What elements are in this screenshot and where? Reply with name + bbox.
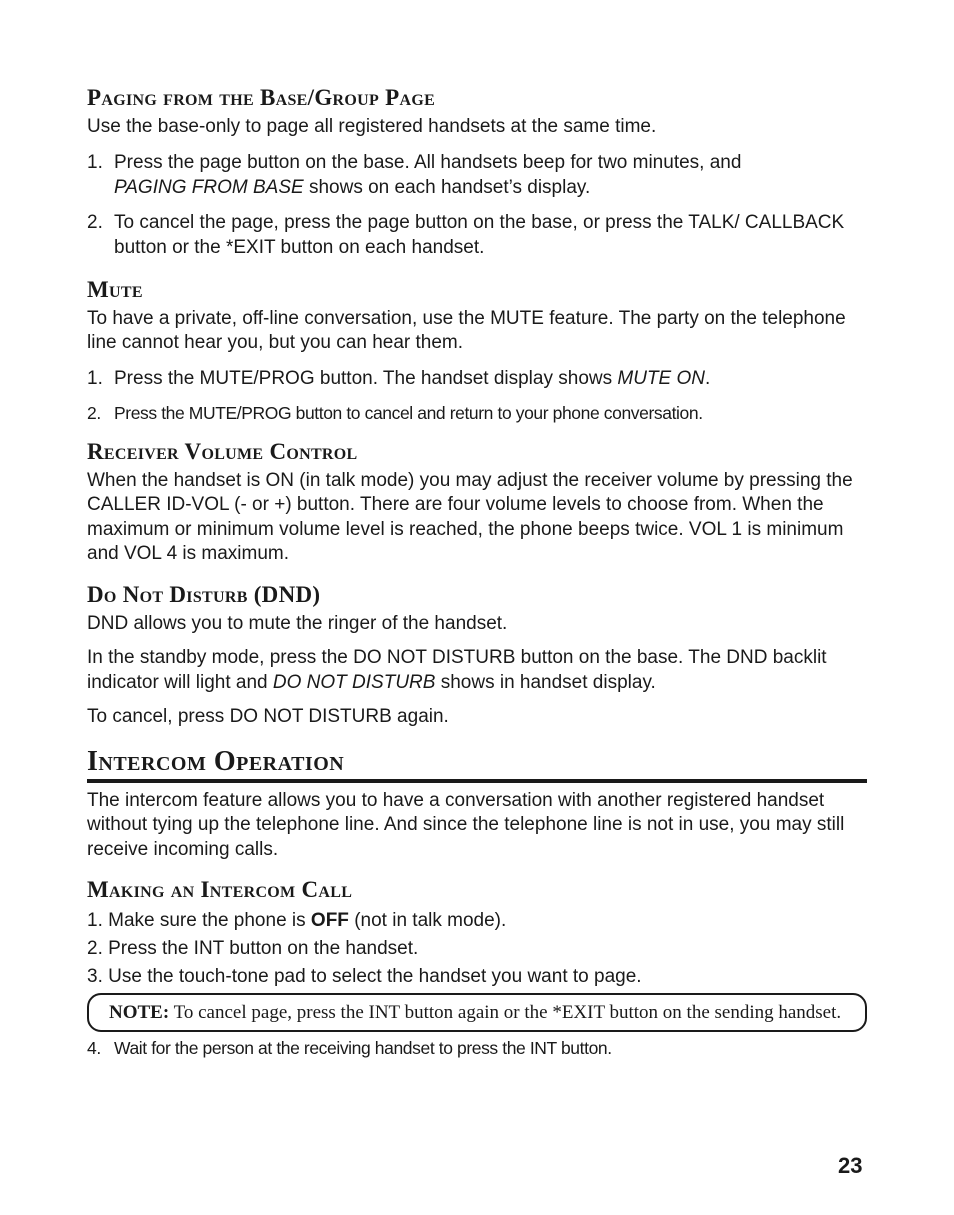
step-text — [114, 366, 867, 391]
making-call-step-3: 3. Use the touch-tone pad to select the handset you want to page. — [87, 966, 642, 987]
paging-step-1 — [87, 150, 867, 200]
paging-intro: Use the base-only to page all registered handsets at the same time. — [87, 116, 657, 137]
step-text: Wait for the person at the receiving handset to press the INT button. — [114, 1038, 612, 1058]
step-text: Press the MUTE/PROG button to cancel and return to your phone conversation. — [114, 402, 703, 423]
step-text-c: (not in talk mode). — [348, 910, 507, 931]
step-number: 4. — [87, 1038, 101, 1058]
step-text-b: . — [705, 367, 711, 389]
step-number: 1. — [87, 367, 103, 389]
making-call-heading: Making an Intercom Call — [87, 877, 353, 902]
receiver-heading: Receiver Volume Control — [87, 438, 358, 464]
making-call-step-4 — [87, 1036, 867, 1061]
manual-page — [87, 84, 867, 1061]
note-text: To cancel page, press the INT button again or the *EXIT button on the sending handset. — [169, 1002, 842, 1023]
mute-intro: To have a private, off-line conversation, use the MUTE feature. The party on the telephone line cannot hear you, but you can hear them. — [87, 307, 846, 353]
making-call-step-1 — [87, 907, 867, 935]
dnd-text-b: shows in handset display. — [435, 671, 656, 693]
step-text-a: Press the page button on the base. All handsets beep for two minutes, and — [114, 151, 742, 173]
intercom-heading: Intercom Operation — [87, 746, 867, 783]
step-text-a: 1. Make sure the phone is — [87, 910, 311, 931]
dnd-heading: Do Not Disturb (DND) — [87, 581, 321, 607]
step-text: To cancel the page, press the page button on the base, or press the TALK/ CALLBACK button or the *EXIT button on each handset. — [114, 211, 845, 258]
note-box — [87, 993, 867, 1032]
step-text-a: Press the MUTE/PROG button. The handset display shows — [114, 367, 618, 389]
step-number: 1. — [87, 151, 103, 173]
paging-step-2 — [87, 210, 867, 260]
display-text: MUTE ON — [617, 367, 705, 389]
display-text: PAGING FROM BASE — [114, 176, 304, 198]
dnd-text-a: In the standby mode, press the DO NOT DISTURB button on the base. The DND backlit indicator will light and — [87, 647, 827, 693]
receiver-body: When the handset is ON (in talk mode) you may adjust the receiver volume by pressing the CALLER ID-VOL (- or +) button. There are four volume levels to choose from. When the maximum or minimum volume level is reached, the phone beeps twice. VOL 1 is minimum and VOL 4 is maximum. — [87, 469, 853, 564]
mute-step-1 — [87, 366, 867, 391]
off-label: OFF — [310, 910, 349, 931]
step-text — [114, 150, 867, 200]
intercom-body: The intercom feature allows you to have a conversation with another registered handset without tying up the telephone line. And since the telephone line is not in use, you may still receive incoming calls. — [87, 789, 845, 860]
dnd-instructions — [87, 646, 867, 695]
display-text: DO NOT DISTURB — [272, 671, 436, 693]
mute-heading: Mute — [87, 276, 143, 302]
mute-step-2 — [87, 401, 867, 426]
dnd-intro: DND allows you to mute the ringer of the handset. — [87, 612, 508, 634]
step-text-b: shows on each handset’s display. — [303, 176, 591, 198]
step-number: 2. — [87, 211, 103, 233]
step-number: 2. — [87, 402, 101, 423]
page-number: 23 — [838, 1153, 863, 1178]
paging-heading: Paging from the Base/Group Page — [87, 85, 436, 110]
dnd-cancel: To cancel, press DO NOT DISTURB again. — [87, 706, 449, 727]
note-label: NOTE: — [109, 1002, 170, 1023]
making-call-step-2: 2. Press the INT button on the handset. — [87, 938, 419, 959]
